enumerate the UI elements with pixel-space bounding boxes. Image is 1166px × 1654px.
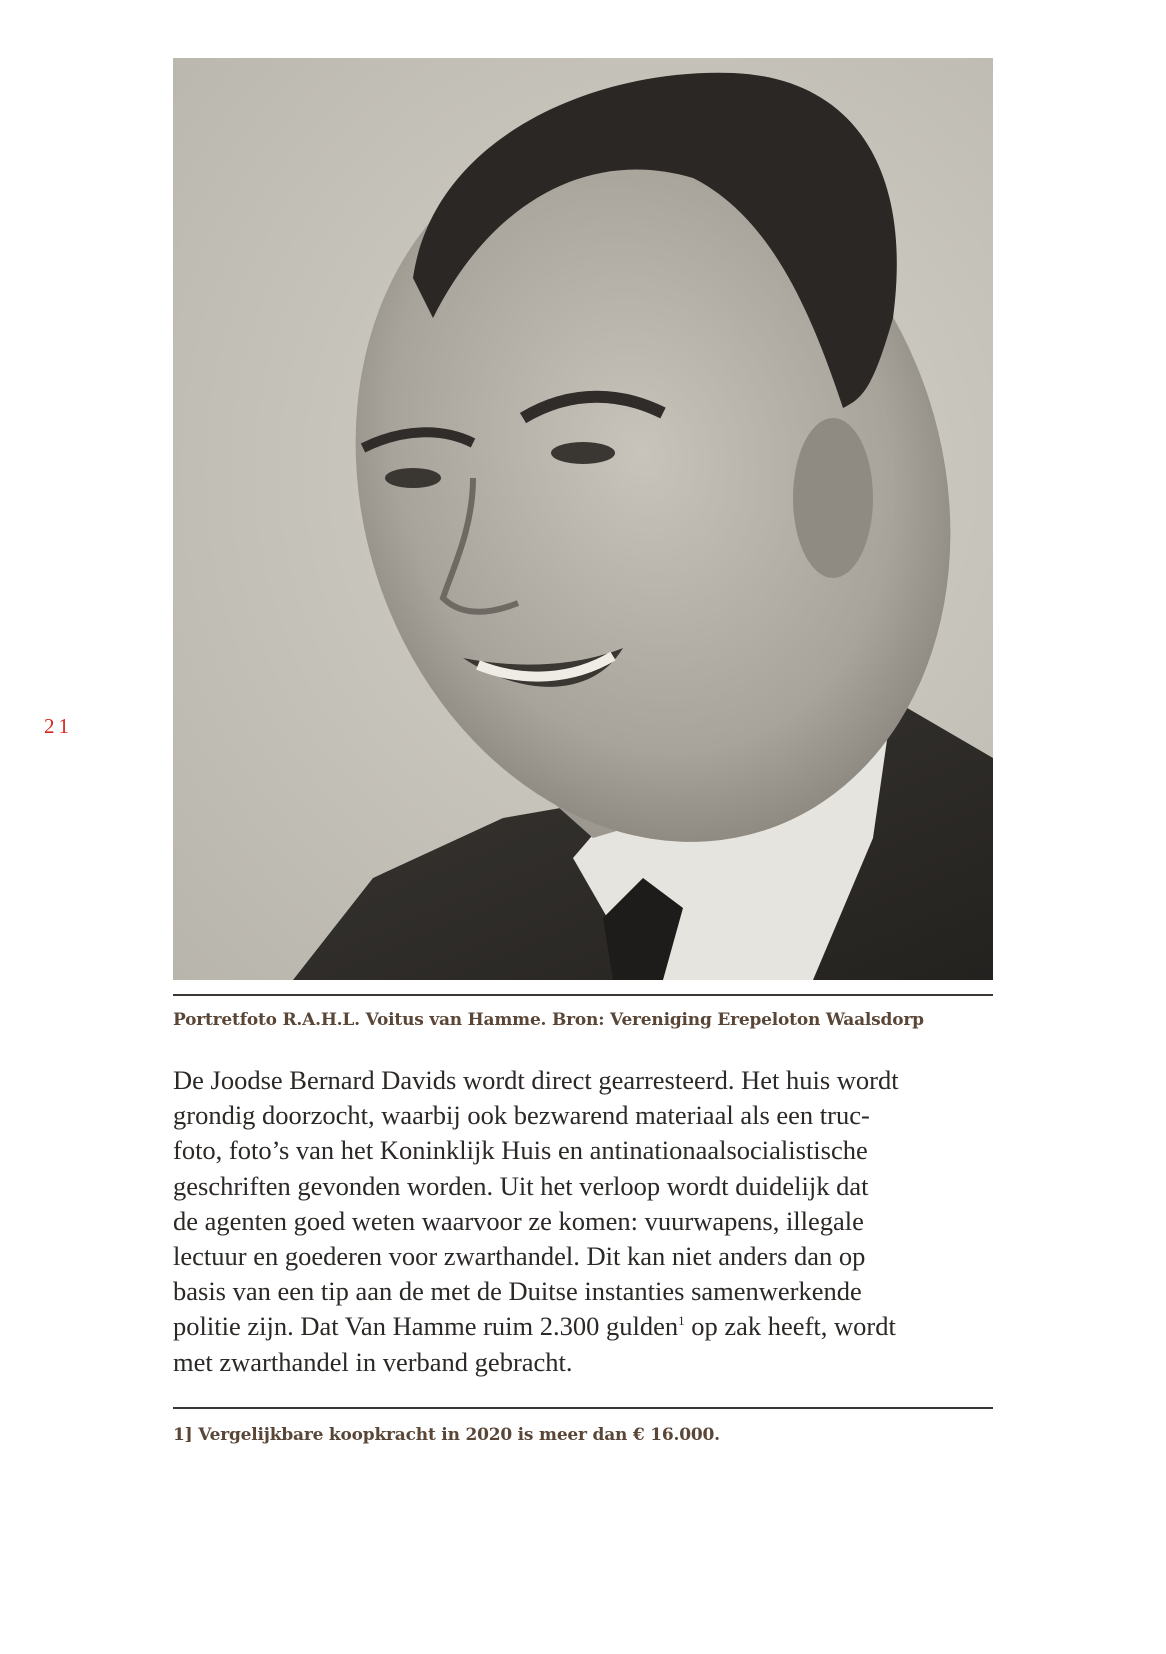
body-line: met zwarthandel in verband gebracht. bbox=[173, 1346, 573, 1377]
body-paragraph bbox=[173, 1063, 998, 1380]
caption-divider bbox=[173, 994, 993, 996]
body-line: geschriften gevonden worden. Uit het verloop wordt duidelijk dat bbox=[173, 1170, 869, 1201]
figure-caption: Portretfoto R.A.H.L. Voitus van Hamme. Bron: Vereniging Erepeloton Waalsdorp bbox=[173, 1010, 924, 1030]
page-number: 21 bbox=[44, 714, 73, 738]
body-line: foto, foto’s van het Koninklijk Huis en antinationaalsocialistische bbox=[173, 1135, 868, 1166]
body-line-text: op zak heeft, wordt bbox=[684, 1311, 896, 1342]
footnote-reference[interactable]: 1 bbox=[678, 1313, 685, 1329]
portrait-image bbox=[173, 58, 993, 980]
footnote: 1] Vergelijkbare koopkracht in 2020 is meer dan € 16.000. bbox=[173, 1425, 720, 1445]
body-line-text: politie zijn. Dat Van Hamme ruim 2.300 gulden bbox=[173, 1311, 679, 1342]
body-line: grondig doorzocht, waarbij ook bezwarend materiaal als een truc- bbox=[173, 1100, 870, 1131]
body-line: basis van een tip aan de met de Duitse instanties samenwerkende bbox=[173, 1276, 862, 1307]
body-line: De Joodse Bernard Davids wordt direct gearresteerd. Het huis wordt bbox=[173, 1065, 899, 1095]
body-line: de agenten goed weten waarvoor ze komen: vuurwapens, illegale bbox=[173, 1205, 864, 1236]
footnote-divider bbox=[173, 1407, 993, 1409]
portrait-photo bbox=[173, 58, 993, 980]
body-line bbox=[173, 1309, 998, 1344]
body-line: lectuur en goederen voor zwarthandel. Dit kan niet anders dan op bbox=[173, 1241, 866, 1272]
